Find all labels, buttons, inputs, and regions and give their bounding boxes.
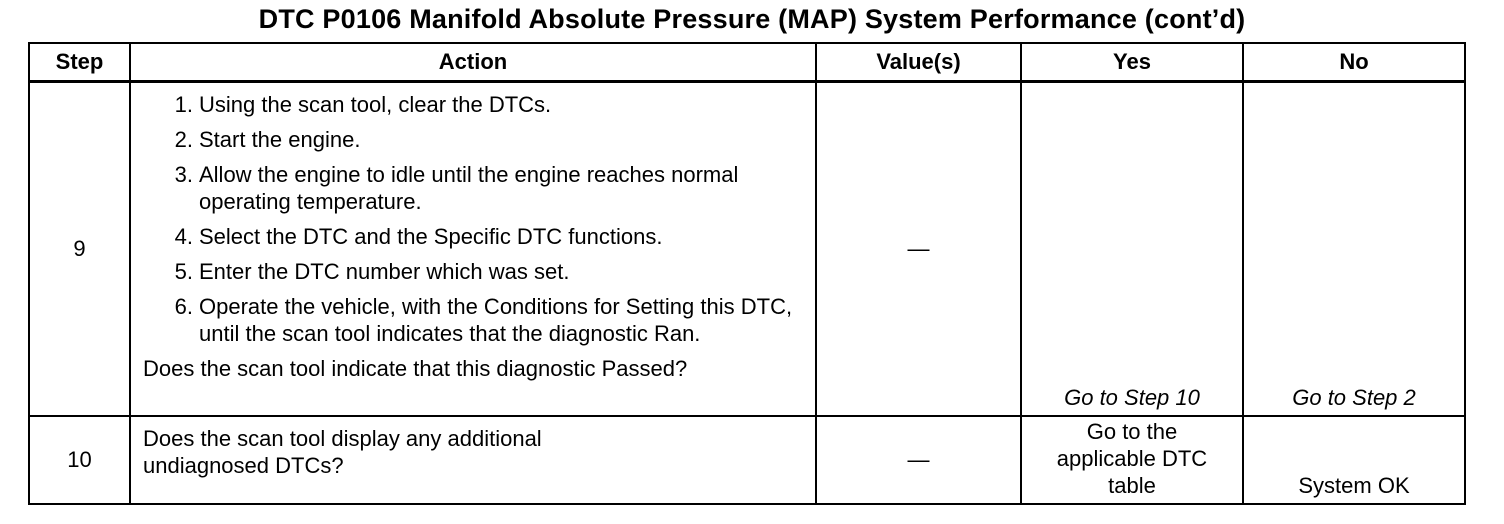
action-question: Does the scan tool display any additional undiagnosed DTCs? (143, 425, 542, 478)
table-header-row (29, 43, 1465, 82)
list-item: 5. Enter the DTC number which was set. (174, 259, 570, 284)
list-item: 3. Allow the engine to idle until the engine reaches normal operating temperature. (174, 162, 739, 214)
action-step-list (143, 91, 807, 347)
yes-outcome: Go to the applicable DTC table (1021, 416, 1243, 504)
header-yes: Yes (1021, 43, 1243, 82)
step-number: 10 (29, 416, 130, 504)
list-item: 2. Start the engine. (174, 127, 361, 152)
yes-outcome: Go to Step 10 (1021, 82, 1243, 416)
action-question: Does the scan tool indicate that this diagnostic Passed? (143, 356, 688, 381)
step-number: 9 (29, 82, 130, 416)
table-row-step-10 (29, 416, 1465, 504)
header-step: Step (29, 43, 130, 82)
value-cell: — (816, 82, 1021, 416)
page-title: DTC P0106 Manifold Absolute Pressure (MAP) System Performance (cont’d) (258, 4, 1246, 34)
list-item: 1. Using the scan tool, clear the DTCs. (174, 92, 552, 117)
no-outcome: System OK (1243, 416, 1465, 504)
header-values: Value(s) (816, 43, 1021, 82)
header-action: Action (130, 43, 816, 82)
header-no: No (1243, 43, 1465, 82)
action-cell (130, 416, 816, 504)
list-item: 4. Select the DTC and the Specific DTC functions. (174, 224, 663, 249)
action-cell (130, 82, 816, 416)
list-item: 6. Operate the vehicle, with the Conditions for Setting this DTC, until the scan tool indicates that the diagnostic Ran. (174, 294, 793, 346)
diagnostic-table (28, 42, 1466, 505)
table-row-step-9 (29, 82, 1465, 416)
no-outcome: Go to Step 2 (1243, 82, 1465, 416)
value-cell: — (816, 416, 1021, 504)
